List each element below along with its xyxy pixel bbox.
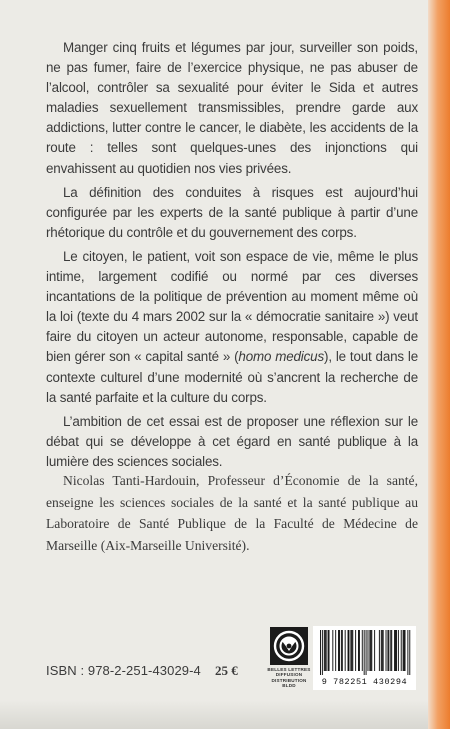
barcode-bar [386, 630, 387, 671]
barcode-bar [390, 630, 391, 671]
blurb-text [46, 38, 418, 472]
bottom-shadow [0, 700, 428, 729]
barcode-bar [355, 630, 356, 671]
barcode-bar [382, 630, 383, 671]
barcode-bar [332, 630, 333, 671]
barcode-bar [349, 630, 350, 671]
barcode-bar [329, 630, 330, 671]
barcode-bar [391, 630, 392, 671]
barcode-bars [313, 626, 416, 676]
barcode-bar [338, 630, 339, 671]
barcode-bar [394, 630, 395, 671]
barcode-bar [401, 630, 402, 671]
barcode-bar [396, 630, 397, 671]
barcode-bar [328, 630, 329, 671]
barcode-bar [350, 630, 351, 671]
barcode-bar [342, 630, 343, 671]
barcode-bar [383, 630, 384, 671]
distributor-text: BELLES LETTRES DIFFUSION DISTRIBUTION BLDD [267, 667, 311, 689]
isbn-label: ISBN : 978-2-251-43029-4 [46, 663, 201, 678]
barcode-bar [387, 630, 388, 671]
barcode-bar [345, 630, 346, 671]
barcode-bar [351, 630, 352, 671]
barcode-bar [405, 630, 406, 671]
barcode-bar [366, 630, 367, 675]
barcode-bar [388, 630, 389, 671]
barcode-bar [341, 630, 342, 671]
barcode-bar [364, 630, 365, 675]
barcode-bar [335, 630, 336, 671]
barcode-bar [326, 630, 327, 671]
barcode-bar [358, 630, 359, 671]
barcode-digits: 9 782251 430294 [321, 677, 408, 687]
barcode-bar [379, 630, 380, 671]
barcode-bar [322, 630, 323, 675]
barcode-bar [371, 630, 372, 671]
distributor-logo-icon [270, 627, 308, 665]
barcode [313, 626, 416, 690]
barcode-bar [359, 630, 360, 671]
barcode-bar [370, 630, 371, 671]
barcode-bar [409, 630, 410, 675]
orange-spine-strip [428, 0, 450, 729]
barcode-bar [395, 630, 396, 671]
barcode-bar [369, 630, 370, 671]
blurb-paragraph-3-start: Le citoyen, le patient, voit son espace de vie, même le plus intime, largement codifié ou normé par ces diverses incantations de la politique de prévention au moment même où la loi (texte du 4 mars 2002 sur la « démocratie sanitaire ») veut faire du citoyen un acteur autonome, responsable, capable de bien gérer son « capital santé » ( [46, 248, 418, 365]
barcode-bar [325, 630, 326, 671]
barcode-bar [362, 630, 363, 671]
blurb-paragraph-4: L’ambition de cet essai est de proposer une réflexion sur le débat qui se développe à cet égard en santé publique à la lumière des sciences sociales. [46, 413, 418, 469]
barcode-bar [368, 630, 369, 671]
barcode-bar [374, 630, 375, 671]
barcode-bar [398, 630, 399, 671]
author-bio: Nicolas Tanti-Hardouin, Professeur d’Économie de la santé, enseigne les sciences sociales de la santé et la santé publique au Laboratoire de Santé Publique de la Faculté de Médecine de Marseille (Aix-Marseille Université). [46, 473, 418, 553]
blurb-paragraph-3-italic: homo medicus [238, 349, 325, 365]
blurb-paragraph-3-end: ), le tout dans le contexte culturel d’une modernité où s’ancrent la recherche de la santé parfaite et la culture du corps. [46, 349, 419, 405]
barcode-bar [324, 630, 325, 671]
blurb-paragraph-3 [46, 247, 418, 408]
barcode-bar [404, 630, 405, 671]
blurb-paragraph-1: Manger cinq fruits et légumes par jour, surveiller son poids, ne pas fumer, faire de l’exercice physique, ne pas abuser de l’alcool, contrôler sa sexualité pour éviter le Sida et autres maladies sexuellement transmissibles, prendre garde aux addictions, lutter contre le cancer, le diabète, les accidents de la route : telles sont quelques-unes des injonctions qui envahissent au quotidien nos vies privées. [46, 40, 418, 176]
barcode-bar [403, 630, 404, 671]
distributor-block [266, 627, 312, 693]
price-label: 25 € [215, 663, 238, 678]
barcode-bar [352, 630, 353, 671]
barcode-bar [407, 630, 408, 675]
barcode-bar [320, 630, 321, 675]
barcode-bar [339, 630, 340, 671]
blurb-paragraph-2: La définition des conduites à risques est aujourd’hui configurée par les experts de la santé publique à partir d’une rhétorique du contrôle et du gouvernement des corps. [46, 184, 418, 240]
barcode-bar [381, 630, 382, 671]
barcode-bar [348, 630, 349, 671]
